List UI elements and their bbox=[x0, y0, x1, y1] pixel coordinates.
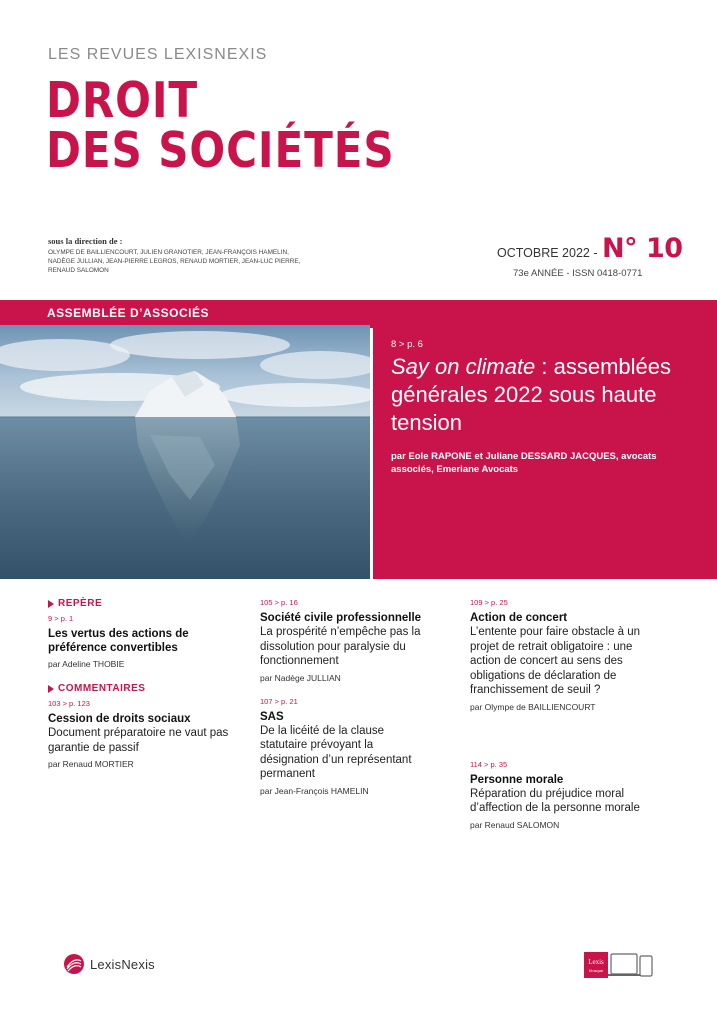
feature-box bbox=[373, 300, 717, 579]
article-title[interactable]: Société civile professionnelle bbox=[260, 612, 422, 624]
article-ref: 103 > p. 123 bbox=[48, 699, 90, 708]
article-ref: 105 > p. 16 bbox=[260, 598, 298, 607]
feature-title-rest: : assemblées générales 2022 sous haute tension bbox=[391, 354, 672, 435]
direction-label: sous la direction de : bbox=[48, 236, 123, 246]
feature-title-italic: Say on climate bbox=[391, 354, 536, 379]
rubric-commentaires bbox=[48, 683, 238, 694]
article-ref: 107 > p. 21 bbox=[260, 696, 298, 706]
triangle-icon bbox=[48, 600, 54, 608]
article-title[interactable]: Les vertus des actions de préférence convertibles bbox=[48, 628, 189, 654]
article-title[interactable]: SAS bbox=[260, 710, 284, 723]
article-ref: 109 > p. 25 bbox=[470, 598, 508, 607]
article-author: par Adeline THOBIE bbox=[48, 659, 125, 669]
feature-ref: 8 > p. 6 bbox=[391, 339, 423, 350]
article-title[interactable]: Personne morale bbox=[470, 773, 564, 786]
lexis-kiosque-devices-icon[interactable] bbox=[584, 951, 654, 979]
iceberg-photo bbox=[0, 325, 370, 579]
issue-year-issn: 73e ANNÉE - ISSN 0418-0771 bbox=[513, 268, 643, 279]
article-author: par Nadège JULLIAN bbox=[260, 672, 341, 683]
publisher-name: LexisNexis bbox=[90, 956, 155, 972]
rubric-repere bbox=[48, 598, 238, 609]
feature-title[interactable] bbox=[391, 353, 711, 437]
rubric-label: COMMENTAIRES bbox=[58, 683, 146, 694]
article-author: par Renaud MORTIER bbox=[48, 759, 134, 769]
feature-authors: par Eole RAPONE et Juliane DESSARD JACQUES, avocats associés, Emeriane Avocats bbox=[391, 451, 657, 475]
article-subtitle: Réparation du préjudice moral d’affection de la personne morale bbox=[470, 787, 640, 814]
article-author: par Olympe de BAILLIENCOURT bbox=[470, 701, 596, 712]
column-3 bbox=[470, 598, 670, 830]
section-label: ASSEMBLÉE D’ASSOCIÉS bbox=[47, 306, 210, 320]
article-ref: 114 > p. 35 bbox=[470, 759, 508, 769]
lexisnexis-emblem-icon bbox=[63, 953, 85, 975]
article-subtitle: L’entente pour faire obstacle à un projet de retrait obligatoire : une action de concert au sens des obligations de déclaration de franchissement de seuil ? bbox=[470, 626, 641, 696]
article-subtitle: Document préparatoire ne vaut pas garantie de passif bbox=[48, 727, 229, 754]
badge-line2: Kiosque bbox=[588, 968, 604, 973]
column-1 bbox=[48, 598, 238, 769]
article-title[interactable]: Action de concert bbox=[470, 612, 568, 624]
issue-block bbox=[497, 233, 683, 264]
article-author: par Renaud SALOMON bbox=[470, 819, 560, 830]
directors-list: OLYMPE DE BAILLIENCOURT, JULIEN GRANOTIER, JEAN-FRANÇOIS HAMELIN, NADÈGE JULLIAN, JEAN-PIERRE LEGROS, RENAUD MORTIER, JEAN-LUC PIERRE, RENAUD SALOMON bbox=[48, 249, 301, 274]
article-author: par Jean-François HAMELIN bbox=[260, 785, 369, 796]
badge-line1: Lexis bbox=[588, 958, 604, 966]
article-ref: 9 > p. 1 bbox=[48, 614, 74, 623]
lexisnexis-logo[interactable] bbox=[63, 953, 155, 975]
rubric-label: REPÈRE bbox=[58, 598, 103, 609]
journal-title bbox=[46, 72, 395, 179]
article-subtitle: De la licéité de la clause statutaire prévoyant la désignation d’un représentant permanent bbox=[260, 724, 412, 780]
issue-number: N° 10 bbox=[601, 233, 683, 264]
journal-title-line2: DES SOCIÉTÉS bbox=[46, 122, 395, 179]
series-name: LES REVUES LEXISNEXIS bbox=[48, 46, 268, 63]
article-subtitle: La prospérité n’empêche pas la dissolution pour paralysie du fonctionnement bbox=[260, 626, 421, 667]
article-title[interactable]: Cession de droits sociaux bbox=[48, 713, 191, 725]
journal-title-line1: DROIT bbox=[46, 72, 198, 129]
issue-month: OCTOBRE 2022 - bbox=[497, 246, 598, 260]
triangle-icon bbox=[48, 685, 54, 693]
column-2 bbox=[260, 598, 450, 796]
